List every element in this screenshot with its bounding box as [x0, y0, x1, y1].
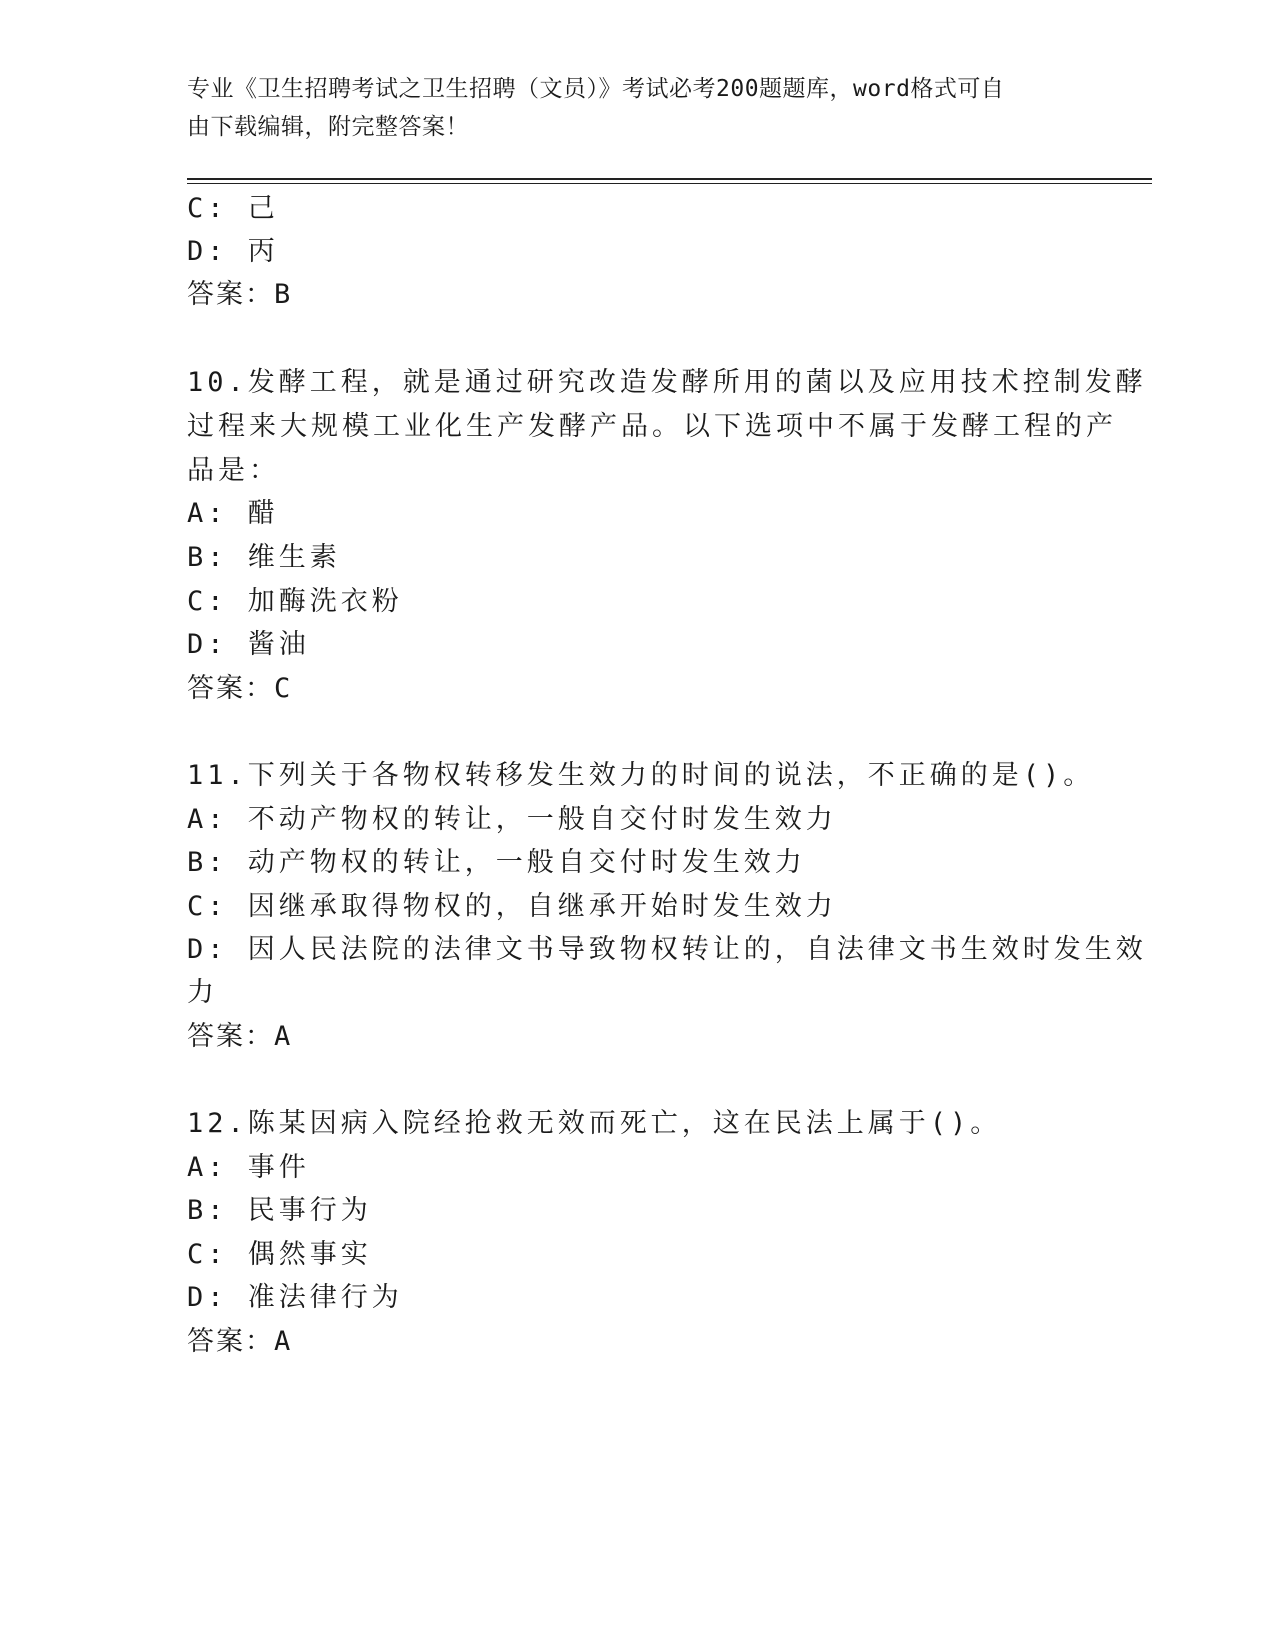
document-header	[187, 70, 1067, 146]
q11-stem: 11.下列关于各物权转移发生效力的时间的说法，不正确的是()。	[187, 760, 1095, 791]
q12-stem: 12.陈某因病入院经抢救无效而死亡，这在民法上属于()。	[187, 1108, 1002, 1139]
q12-option-b: B: 民事行为	[187, 1195, 372, 1226]
q12-option-a: A: 事件	[187, 1152, 310, 1183]
q10-stem-line-1: 10.发酵工程，就是通过研究改造发酵所用的菌以及应用技术控制发酵	[187, 367, 1147, 398]
q10-option-a: A: 醋	[187, 498, 279, 529]
q11-answer: 答案：A	[187, 1021, 293, 1052]
q12-answer: 答案：A	[187, 1326, 293, 1357]
q11-option-d-line-2: 力	[187, 977, 218, 1008]
q9-option-d: D: 丙	[187, 236, 279, 267]
q11-option-c: C: 因继承取得物权的，自继承开始时发生效力	[187, 891, 837, 922]
q11-option-a: A: 不动产物权的转让，一般自交付时发生效力	[187, 804, 837, 835]
q10-stem-line-2: 过程来大规模工业化生产发酵产品。以下选项中不属于发酵工程的产	[187, 411, 1117, 442]
q10-option-c: C: 加酶洗衣粉	[187, 586, 403, 617]
q9-option-c: C: 己	[187, 193, 279, 224]
q10-option-b: B: 维生素	[187, 542, 341, 573]
header-divider-thick	[187, 178, 1152, 180]
q12-option-d: D: 准法律行为	[187, 1282, 403, 1313]
header-line-2: 由下载编辑，附完整答案！	[187, 114, 469, 140]
q10-answer: 答案：C	[187, 673, 293, 704]
q11-option-b: B: 动产物权的转让，一般自交付时发生效力	[187, 847, 806, 878]
q10-option-d: D: 酱油	[187, 629, 310, 660]
header-line-1: 专业《卫生招聘考试之卫生招聘（文员）》考试必考200题题库，word格式可自	[187, 76, 1005, 102]
q10-stem-line-3: 品是：	[187, 455, 280, 486]
q11-option-d-line-1: D: 因人民法院的法律文书导致物权转让的，自法律文书生效时发生效	[187, 934, 1147, 965]
q12-option-c: C: 偶然事实	[187, 1239, 372, 1270]
q9-answer: 答案：B	[187, 279, 293, 310]
header-divider-thin	[187, 183, 1152, 184]
